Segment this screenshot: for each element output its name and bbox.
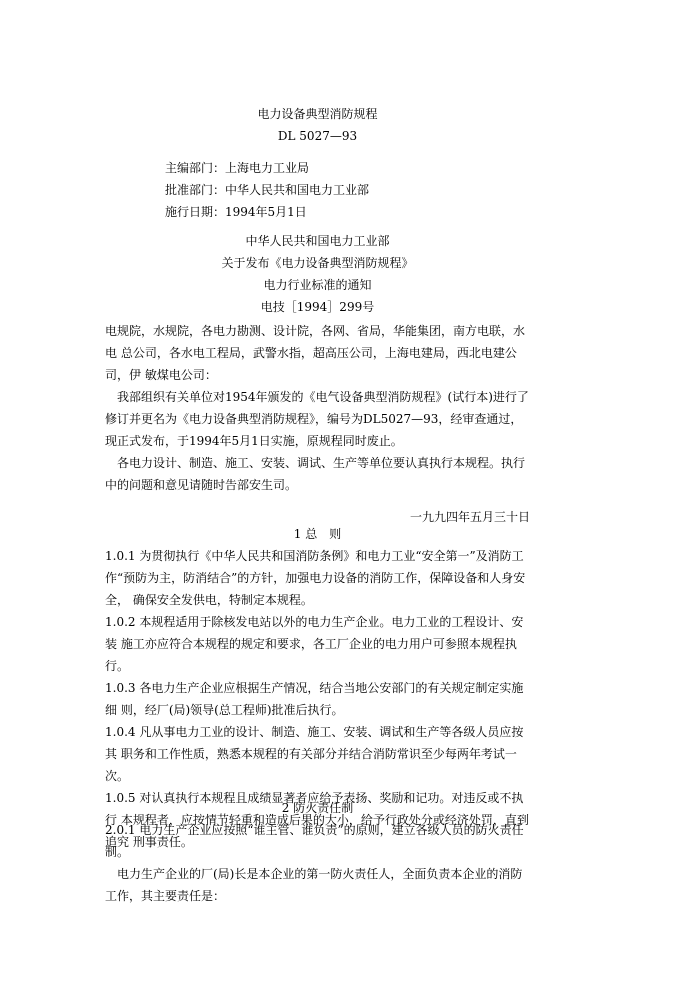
notice-paragraph-2: 各电力设计、制造、施工、安装、调试、生产等单位要认真执行本规程。执行 中的问题和意见请随时告部安生司。 — [105, 456, 526, 492]
clause-1-0-3: 1.0.3 各电力生产企业应根据生产情况，结合当地公安部门的有关规定制定实施细 则，经厂(局)领导(总工程师)批准后执行。 — [105, 681, 524, 717]
section-2-paragraph: 电力生产企业的厂(局)长是本企业的第一防火责任人，全面负责本企业的消防工作，其主要责任是： — [105, 867, 523, 903]
section-1-heading: 1 总 则 — [293, 527, 342, 541]
notice-paragraph-1: 我部组织有关单位对1954年颁发的《电气设备典型消防规程》(试行本)进行了修订并更名为《电力设备典型消防规程》，编号为DL5027—93，经审查通过， 现正式发布，于1994年5月1日实施，原规程同时废止。 — [105, 390, 529, 448]
meta-dept: 主编部门：上海电力工业局 — [165, 161, 310, 175]
notice-body — [105, 320, 530, 528]
clause-2-0-1: 2.0.1 电力生产企业应按照“谁主管、谁负责”的原则，建立各级人员的防火责任 制。 — [105, 823, 524, 859]
doc-meta — [105, 157, 530, 223]
clause-1-0-1: 1.0.1 为贯彻执行《中华人民共和国消防条例》和电力工业“安全第一”及消防工 作“预防为主，防消结合”的方针，加强电力设备的消防工作，保障设备和人身安全， 确保安全发供电，特制定本规程。 — [105, 549, 526, 607]
doc-title: 电力设备典型消防规程 — [257, 107, 378, 121]
meta-approve: 批准部门：中华人民共和国电力工业部 — [165, 183, 370, 197]
notice-line-4: 电技［1994］299号 — [260, 300, 375, 314]
notice-line-2: 关于发布《电力设备典型消防规程》 — [221, 256, 414, 270]
notice-header — [105, 230, 530, 318]
notice-line-1: 中华人民共和国电力工业部 — [245, 234, 390, 248]
clause-1-0-2: 1.0.2 本规程适用于除核发电站以外的电力生产企业。电力工业的工程设计、安装 施工亦应符合本规程的规定和要求，各工厂企业的电力用户可参照本规程执行。 — [105, 615, 524, 673]
clause-1-0-5: 1.0.5 对认真执行本规程且成绩显著者应给予表扬、奖励和记功。对违反或不执行 本规程者，应按情节轻重和造成后果的大小，给予行政处分或经济处罚，直到追究 刑事责任。 — [105, 791, 529, 849]
meta-date: 施行日期：1994年5月1日 — [165, 205, 307, 219]
clause-1-0-4: 1.0.4 凡从事电力工业的设计、制造、施工、安装、调试和生产等各级人员应按其 职务和工作性质，熟悉本规程的有关部分并结合消防常识至少每两年考试一次。 — [105, 725, 524, 783]
section-2-heading: 2 防火责任制 — [281, 801, 354, 815]
document-header — [105, 103, 530, 147]
section-2 — [105, 797, 530, 907]
doc-code: DL 5027—93 — [277, 129, 358, 143]
addressees: 电规院，水规院，各电力勘测、设计院，各网、省局，华能集团，南方电联，水电 总公司，各水电工程局，武警水指，超高压公司，上海电建局，西北电建公司，伊 敏煤电公司： — [105, 324, 526, 382]
sign-date: 一九九四年五月三十日 — [409, 510, 530, 524]
notice-line-3: 电力行业标准的通知 — [263, 278, 372, 292]
